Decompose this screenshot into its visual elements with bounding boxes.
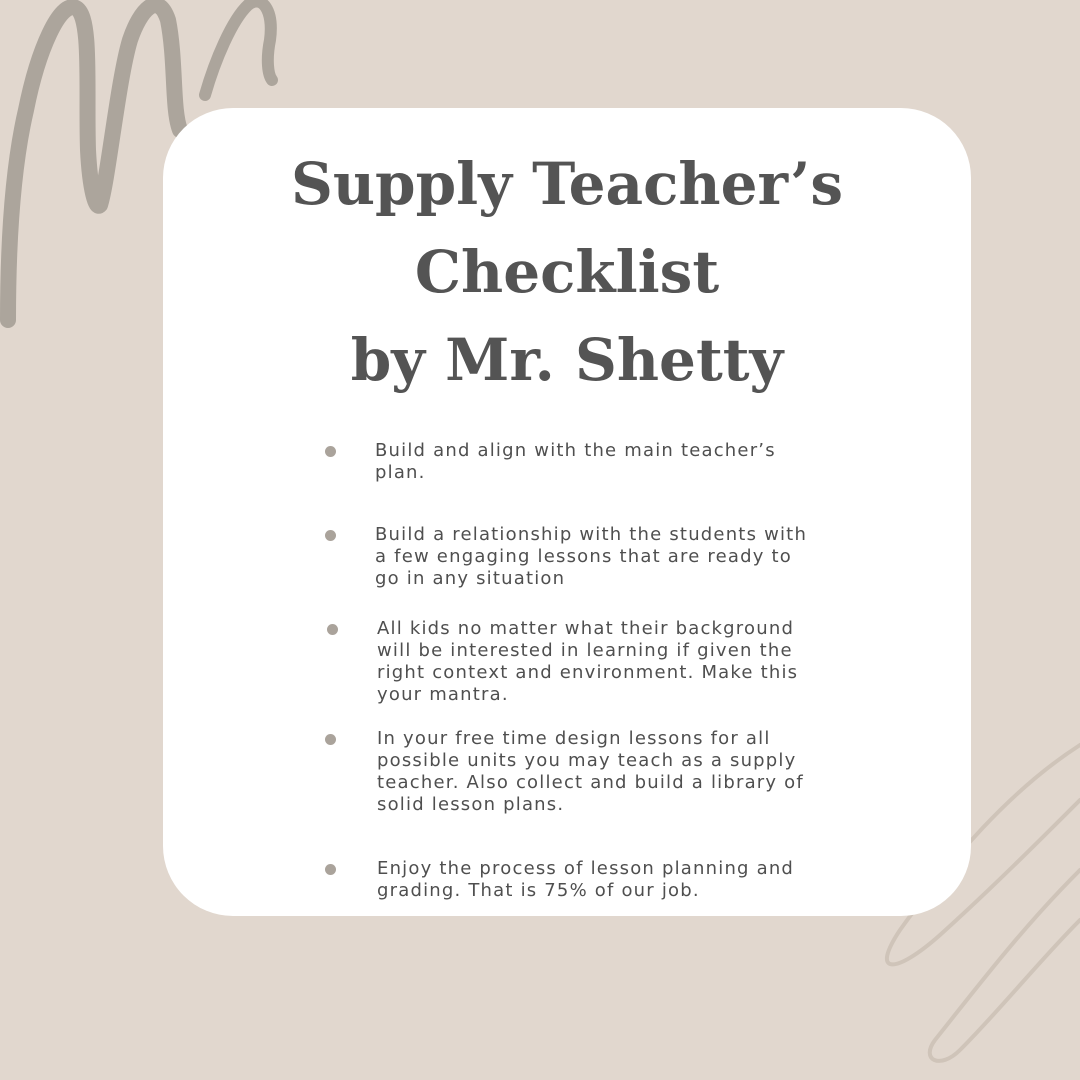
checklist-item: In your free time design lessons for all possible units you may teach as a supply teacher. Also collect and build a library of solid lesson plans. bbox=[377, 728, 804, 815]
bullet-icon bbox=[325, 446, 336, 457]
checklist-item: All kids no matter what their background will be interested in learning if given the right context and environment. Make this your mantra. bbox=[377, 618, 799, 705]
checklist-item: Build and align with the main teacher’s plan. bbox=[375, 440, 776, 483]
bullet-icon bbox=[325, 864, 336, 875]
checklist-item: Enjoy the process of lesson planning and grading. That is 75% of our job. bbox=[377, 858, 795, 901]
bullet-icon bbox=[325, 734, 336, 745]
checklist-item: Build a relationship with the students with a few engaging lessons that are ready to go in any situation bbox=[375, 524, 808, 589]
bullet-icon bbox=[327, 624, 338, 635]
page-title bbox=[163, 140, 971, 404]
bullet-icon bbox=[325, 530, 336, 541]
checklist-card bbox=[163, 108, 971, 916]
title-line: Checklist bbox=[414, 238, 720, 306]
title-line: by Mr. Shetty bbox=[350, 326, 784, 394]
title-line: Supply Teacher’s bbox=[291, 150, 843, 218]
